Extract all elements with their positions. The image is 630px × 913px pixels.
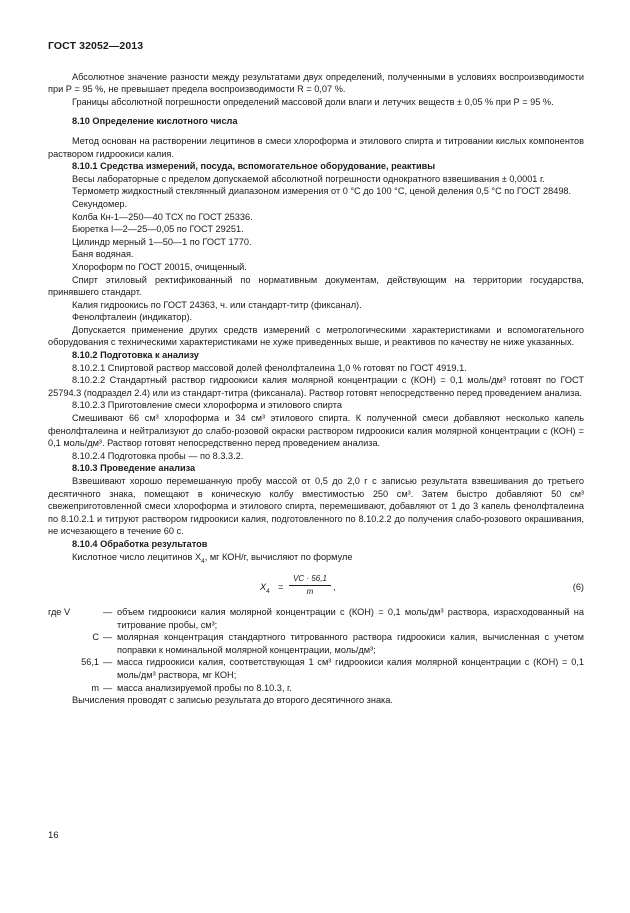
definition-row — [48, 682, 584, 695]
paragraph: Спирт этиловый ректификованный по нормативным документам, действующим на территории государства, принявшего стандарт. — [48, 274, 584, 298]
formula-comma: , — [333, 581, 336, 592]
paragraph: Взвешивают хорошо перемешанную пробу массой от 0,5 до 2,0 г с записью результата взвешивания до третьего десятичного знака, помещают в коническую колбу вместимостью 250 см³. Затем быстро добавляют 50 см³ свежеприготовленной смеси хлороформа и этилового спирта, перемешивают, добавляют от 1 до 3 капель фенолфталеина по 8.10.2.1 и титруют раствором гидроокиси калия, подготовленного по 8.10.2.2 до получения слабо-розового окрашивания, не исчезающего в течение 60 с. — [48, 476, 584, 537]
subsection-heading: 8.10.3 Проведение анализа — [72, 463, 196, 474]
definition-symbol: 56,1 — [81, 657, 99, 668]
paragraph: Абсолютное значение разности между результатами двух определений, полученными в условиях воспроизводимости при Р = 95 %, не превышает предела воспроизводимости R = 0,07 %. — [48, 71, 584, 95]
paragraph: Хлороформ по ГОСТ 20015, очищенный. — [72, 261, 247, 272]
definition-text: масса анализируемой пробы по 8.10.3, г. — [117, 682, 292, 693]
formula-lhs: $X_4$ — [260, 581, 270, 595]
paragraph: Вычисления проводят с записью результата до второго десятичного знака. — [72, 695, 393, 706]
formula-denominator: m — [306, 586, 314, 596]
paragraph: Метод основан на растворении лецитинов в смеси хлороформа и этилового спирта и титровании кислых компонентов раствором гидроокиси калия. — [48, 135, 584, 159]
paragraph: Цилиндр мерный 1—50—1 по ГОСТ 1770. — [72, 236, 252, 247]
formula-6 — [48, 574, 584, 602]
paragraph: 8.10.2.3 Приготовление смеси хлороформа и этилового спирта — [72, 400, 342, 411]
paragraph: Весы лабораторные с пределом допускаемой абсолютной погрешности однократного взвешивания ± 0,0001 г. — [72, 173, 545, 184]
formula-intro-pre: Кислотное число лецитинов X — [72, 551, 202, 562]
paragraph: Колба Кн-1—250—40 ТСХ по ГОСТ 25336. — [72, 211, 253, 222]
paragraph: 8.10.2.4 Подготовка пробы — по 8.3.3.2. — [72, 450, 244, 461]
paragraph: Фенолфталеин (индикатор). — [72, 312, 193, 323]
section-heading: 8.10 Определение кислотного числа — [72, 116, 238, 127]
paragraph: Термометр жидкостный стеклянный диапазоном измерения от 0 °С до 100 °С, ценой деления 0,5 °С по ГОСТ 28498. — [72, 186, 572, 197]
definition-symbol: C — [92, 632, 99, 643]
definition-dash: — — [103, 606, 113, 617]
definition-symbol: m — [91, 682, 99, 693]
paragraph: Баня водяная. — [72, 249, 134, 260]
definition-row — [48, 656, 584, 681]
document-page — [48, 40, 584, 707]
subsection-heading: 8.10.2 Подготовка к анализу — [72, 350, 199, 361]
variable-definitions — [48, 606, 584, 694]
formula-numerator: VC · 56,1 — [289, 574, 331, 586]
formula-intro-post: , мг КОН/г, вычисляют по формуле — [204, 551, 353, 562]
definition-text: молярная концентрация стандартного титрованного раствора гидроокиси калия, вычисленная с учетом поправки к номинальной молярной концентрации, моль/дм³; — [117, 632, 584, 655]
formula-equals: = — [278, 581, 284, 592]
paragraph: 8.10.2.1 Спиртовой раствор массовой долей фенолфталеина 1,0 % готовят по ГОСТ 4919.1. — [72, 362, 467, 373]
document-header: ГОСТ 32052—2013 — [48, 40, 144, 52]
formula-intro-sub: 4 — [201, 557, 205, 565]
page-number: 16 — [48, 830, 59, 841]
formula-number: (6) — [572, 581, 584, 592]
formula-fraction — [289, 574, 331, 597]
definition-text: масса гидроокиси калия, соответствующая 1 см³ гидроокиси калия молярной концентрации c (КОН) = 0,1 моль/дм³ раствора, мг КОН; — [117, 657, 584, 680]
definition-dash: — — [103, 682, 113, 693]
definition-dash: — — [103, 657, 113, 668]
paragraph: Секундомер. — [72, 198, 128, 209]
definition-row — [48, 631, 584, 656]
paragraph: Допускается применение других средств измерений с метрологическими характеристиками и вспомогательного оборудования с техническими характеристиками не хуже приведенных выше, и реактивов по качеству не ниже указанных. — [48, 324, 584, 348]
definition-dash: — — [103, 632, 113, 643]
subsection-heading: 8.10.4 Обработка результатов — [72, 538, 208, 549]
subsection-heading: 8.10.1 Средства измерений, посуда, вспомогательное оборудование, реактивы — [72, 161, 436, 172]
paragraph: Бюретка I—2—25—0,05 по ГОСТ 29251. — [72, 224, 244, 235]
paragraph: Смешивают 66 см³ хлороформа и 34 см³ этилового спирта. К полученной смеси добавляют несколько капель фенолфталеина и нейтрализуют до слабо-розовой окраски раствором гидроокиси калия молярной концентрации c (КОН) = 0,1 моль/дм³. Раствор готовят непосредственно перед проведением анализа. — [48, 413, 584, 449]
paragraph: Границы абсолютной погрешности определений массовой доли влаги и летучих веществ ± 0,05 % при Р = 95 %. — [72, 96, 554, 107]
definition-row — [48, 606, 584, 631]
definition-symbol: где V — [48, 606, 71, 617]
paragraph — [48, 551, 584, 568]
paragraph: 8.10.2.2 Стандартный раствор гидроокиси калия молярной концентрации c (КОН) = 0,1 моль/дм³ готовят по ГОСТ 25794.3 (подраздел 2.4) или из стандарт-титра (фиксанала). Раствор готовят непосредственно перед проведением анализа. — [48, 375, 584, 398]
paragraph: Калия гидроокись по ГОСТ 24363, ч. или стандарт-титр (фиксанал). — [72, 299, 362, 310]
definition-text: объем гидроокиси калия молярной концентрации c (КОН) = 0,1 моль/дм³ раствора, израсходованный на титрование пробы, см³; — [117, 606, 584, 630]
